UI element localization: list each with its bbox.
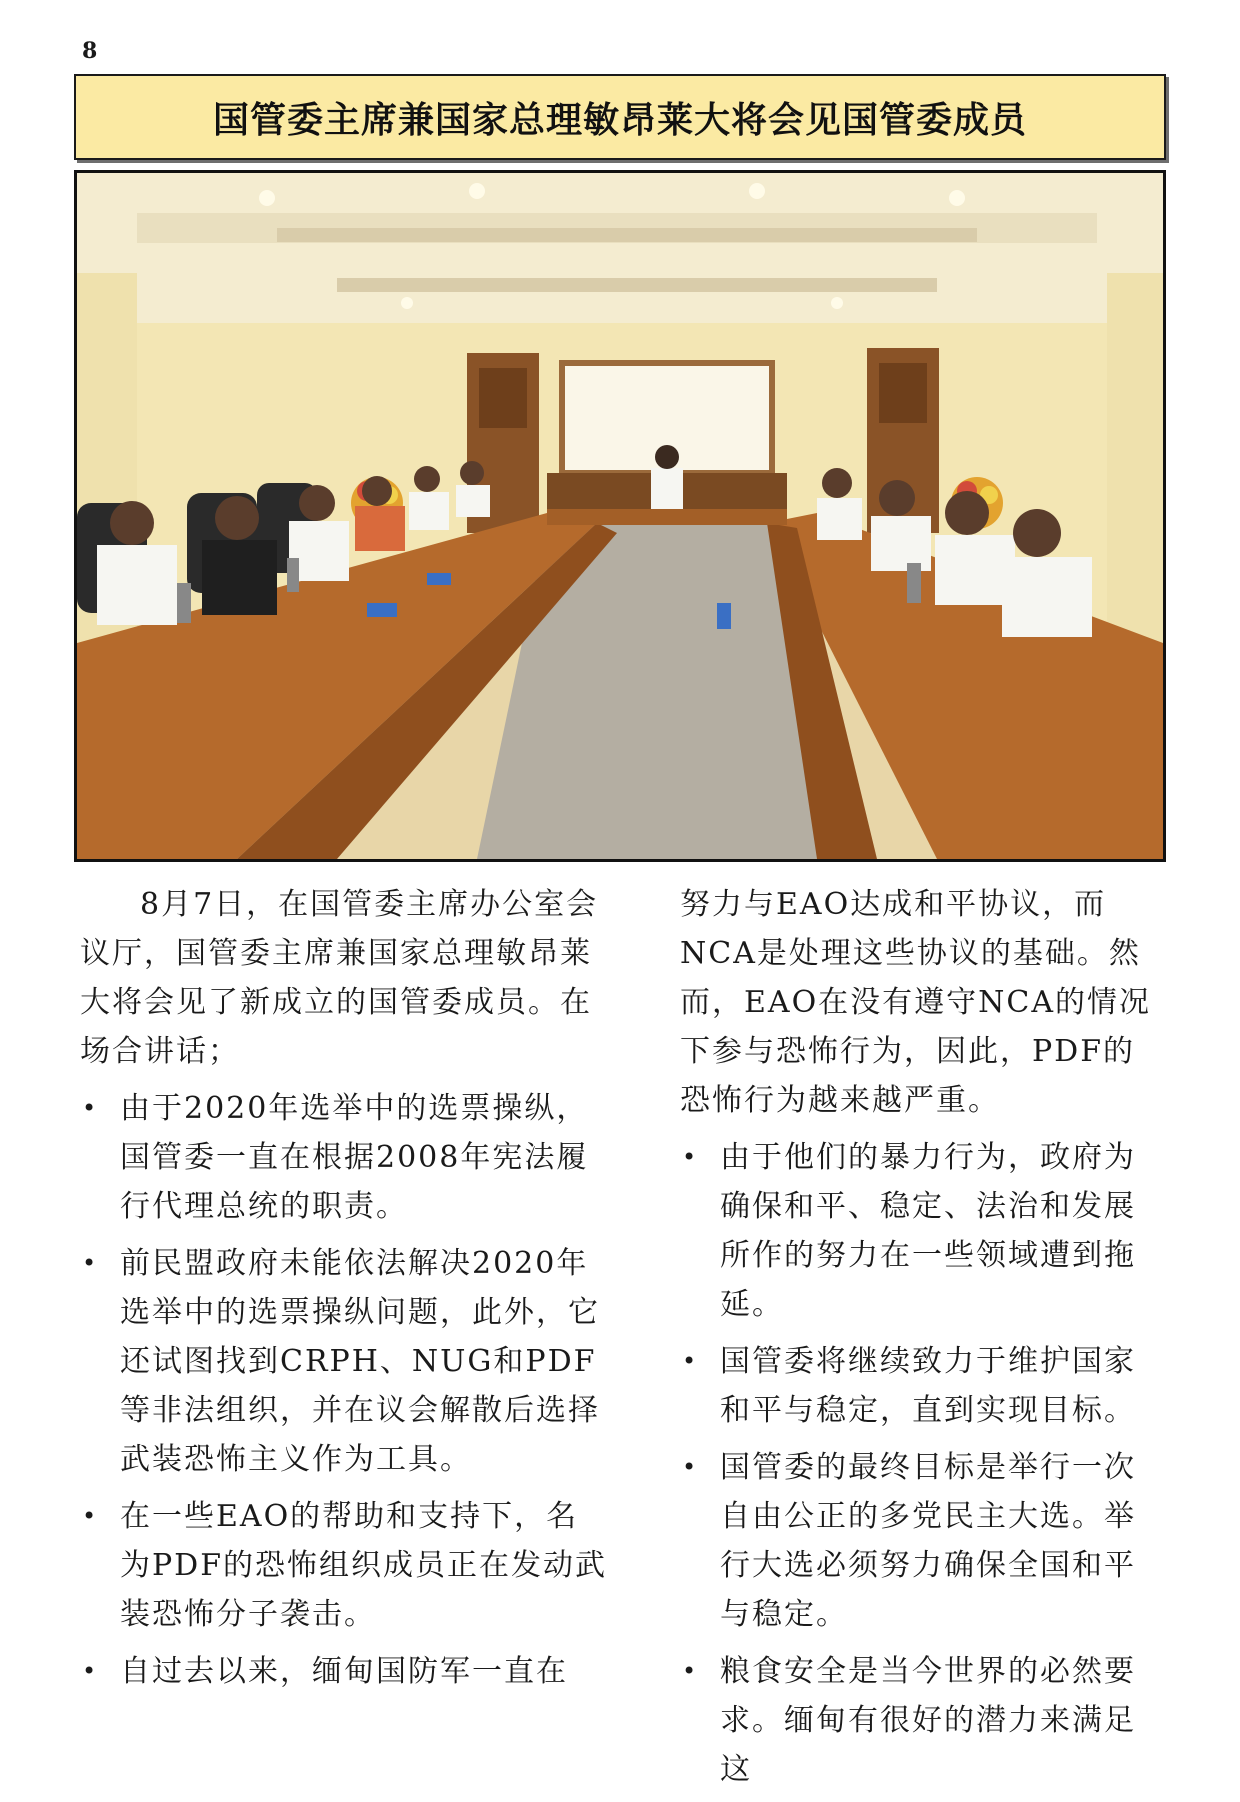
right-column: [680, 880, 1160, 1802]
list-item: • 在一些EAO的帮助和支持下，名为PDF的恐怖组织成员正在发动武装恐怖分子袭击。: [80, 1492, 610, 1639]
list-item: • 由于他们的暴力行为，政府为确保和平、稳定、法治和发展所作的努力在一些领域遭到拖延。: [680, 1133, 1160, 1329]
list-item: • 前民盟政府未能依法解决2020年选举中的选票操纵问题，此外，它还试图找到CRPH、NUG和PDF等非法组织，并在议会解散后选择武装恐怖主义作为工具。: [80, 1239, 610, 1484]
list-item: • 国管委的最终目标是举行一次自由公正的多党民主大选。举行大选必须努力确保全国和平与稳定。: [680, 1443, 1160, 1639]
list-item: • 粮食安全是当今世界的必然要求。缅甸有很好的潜力来满足这: [680, 1647, 1160, 1794]
bullet-icon: •: [682, 1657, 699, 1685]
meeting-photo: [74, 170, 1166, 862]
bullet-icon: •: [82, 1657, 99, 1685]
article-body: [80, 880, 1170, 1787]
list-item: • 由于2020年选举中的选票操纵，国管委一直在根据2008年宪法履行代理总统的职责。: [80, 1084, 610, 1231]
bullet-icon: •: [82, 1502, 99, 1530]
bullet-icon: •: [682, 1347, 699, 1375]
continuation-paragraph: 努力与EAO达成和平协议，而NCA是处理这些协议的基础。然而，EAO在没有遵守NCA的情况下参与恐怖行为，因此，PDF的恐怖行为越来越严重。: [680, 887, 1152, 1118]
bullet-icon: •: [682, 1143, 699, 1171]
title-banner: [74, 74, 1166, 160]
left-bullet-list: [80, 1084, 610, 1696]
meeting-room-illustration: [77, 173, 1163, 859]
bullet-icon: •: [682, 1453, 699, 1481]
list-item: • 自过去以来，缅甸国防军一直在: [80, 1647, 610, 1696]
article-title: 国管委主席兼国家总理敏昂莱大将会见国管委成员: [212, 99, 1027, 141]
intro-paragraph: 8月7日，在国管委主席办公室会议厅，国管委主席兼国家总理敏昂莱大将会见了新成立的国管委成员。在场合讲话；: [80, 887, 599, 1069]
left-column: [80, 880, 610, 1704]
right-bullet-list: [680, 1133, 1160, 1794]
bullet-icon: •: [82, 1249, 99, 1277]
list-item: • 国管委将继续致力于维护国家和平与稳定，直到实现目标。: [680, 1337, 1160, 1435]
page-number: 8: [82, 38, 98, 64]
bullet-icon: •: [82, 1094, 99, 1122]
